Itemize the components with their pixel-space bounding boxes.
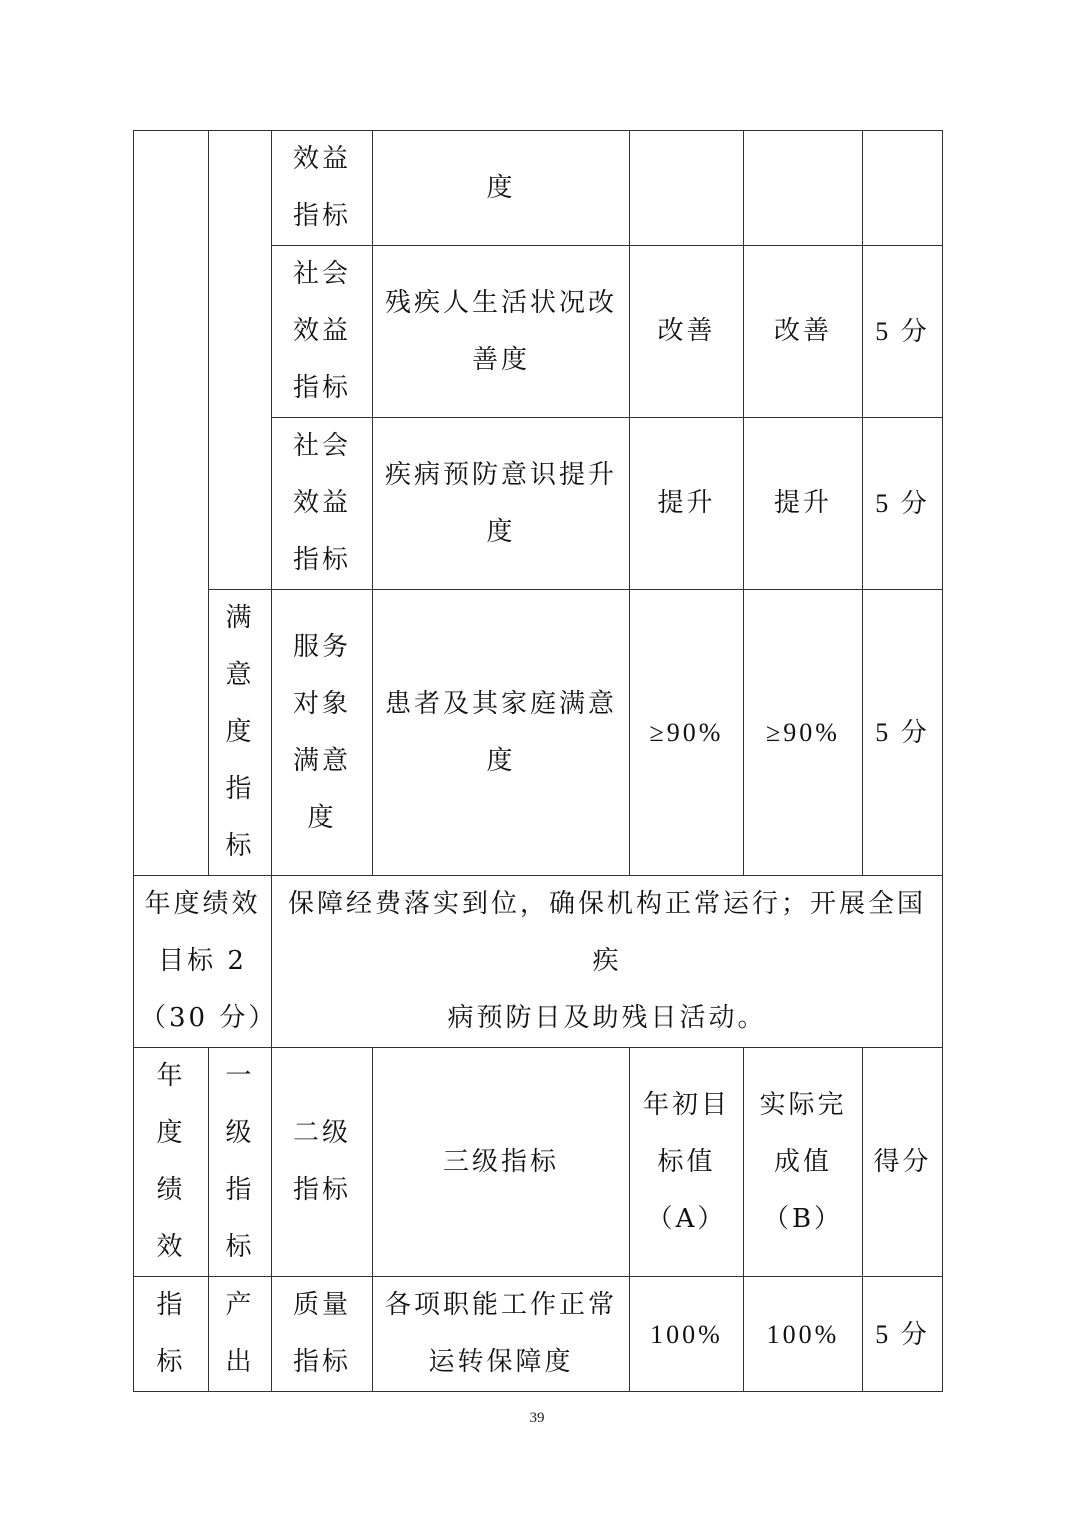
header-col0: 年 度 绩 效 [134,1048,209,1277]
header-score: 得分 [863,1048,943,1277]
actual-cell: 改善 [744,246,863,418]
score-cell: 5 分 [863,418,943,590]
actual-cell: ≥90% [744,590,863,876]
performance-table [133,130,943,1392]
target-cell: 提升 [630,418,744,590]
level3-cell: 残疾人生活状况改 善度 [373,246,630,418]
goal-row [134,876,943,1048]
table-row [134,1277,943,1392]
level3-cell: 各项职能工作正常 运转保障度 [373,1277,630,1392]
header-level1: 一 级 指 标 [209,1048,272,1277]
target-cell: ≥90% [630,590,744,876]
level3-cell: 度 [373,131,630,246]
blank-cell [209,131,272,590]
level3-cell: 患者及其家庭满意 度 [373,590,630,876]
target-cell [630,131,744,246]
level1-cell: 满 意 度 指 标 [209,590,272,876]
level2-cell: 效益 指标 [272,131,373,246]
header-row [134,1048,943,1277]
level2-cell: 社会 效益 指标 [272,418,373,590]
target-cell: 改善 [630,246,744,418]
blank-cell [134,131,209,876]
actual-cell: 100% [744,1277,863,1392]
actual-cell [744,131,863,246]
table-row [134,590,943,876]
col0-cell: 指 标 [134,1277,209,1392]
header-target: 年初目 标值 （A） [630,1048,744,1277]
header-level3: 三级指标 [373,1048,630,1277]
level2-cell: 服务 对象 满意 度 [272,590,373,876]
header-actual: 实际完 成值 （B） [744,1048,863,1277]
level1-cell: 产 出 [209,1277,272,1392]
target-cell: 100% [630,1277,744,1392]
score-cell [863,131,943,246]
actual-cell: 提升 [744,418,863,590]
score-cell: 5 分 [863,246,943,418]
score-cell: 5 分 [863,1277,943,1392]
table-row [134,131,943,246]
goal2-text: 保障经费落实到位，确保机构正常运行；开展全国疾 病预防日及助残日活动。 [272,876,943,1048]
goal2-label: 年度绩效 目标 2 （30 分） [134,876,272,1048]
score-cell: 5 分 [863,590,943,876]
level2-cell: 质量 指标 [272,1277,373,1392]
header-level2: 二级 指标 [272,1048,373,1277]
level3-cell: 疾病预防意识提升 度 [373,418,630,590]
page-number: 39 [529,1410,545,1426]
level2-cell: 社会 效益 指标 [272,246,373,418]
